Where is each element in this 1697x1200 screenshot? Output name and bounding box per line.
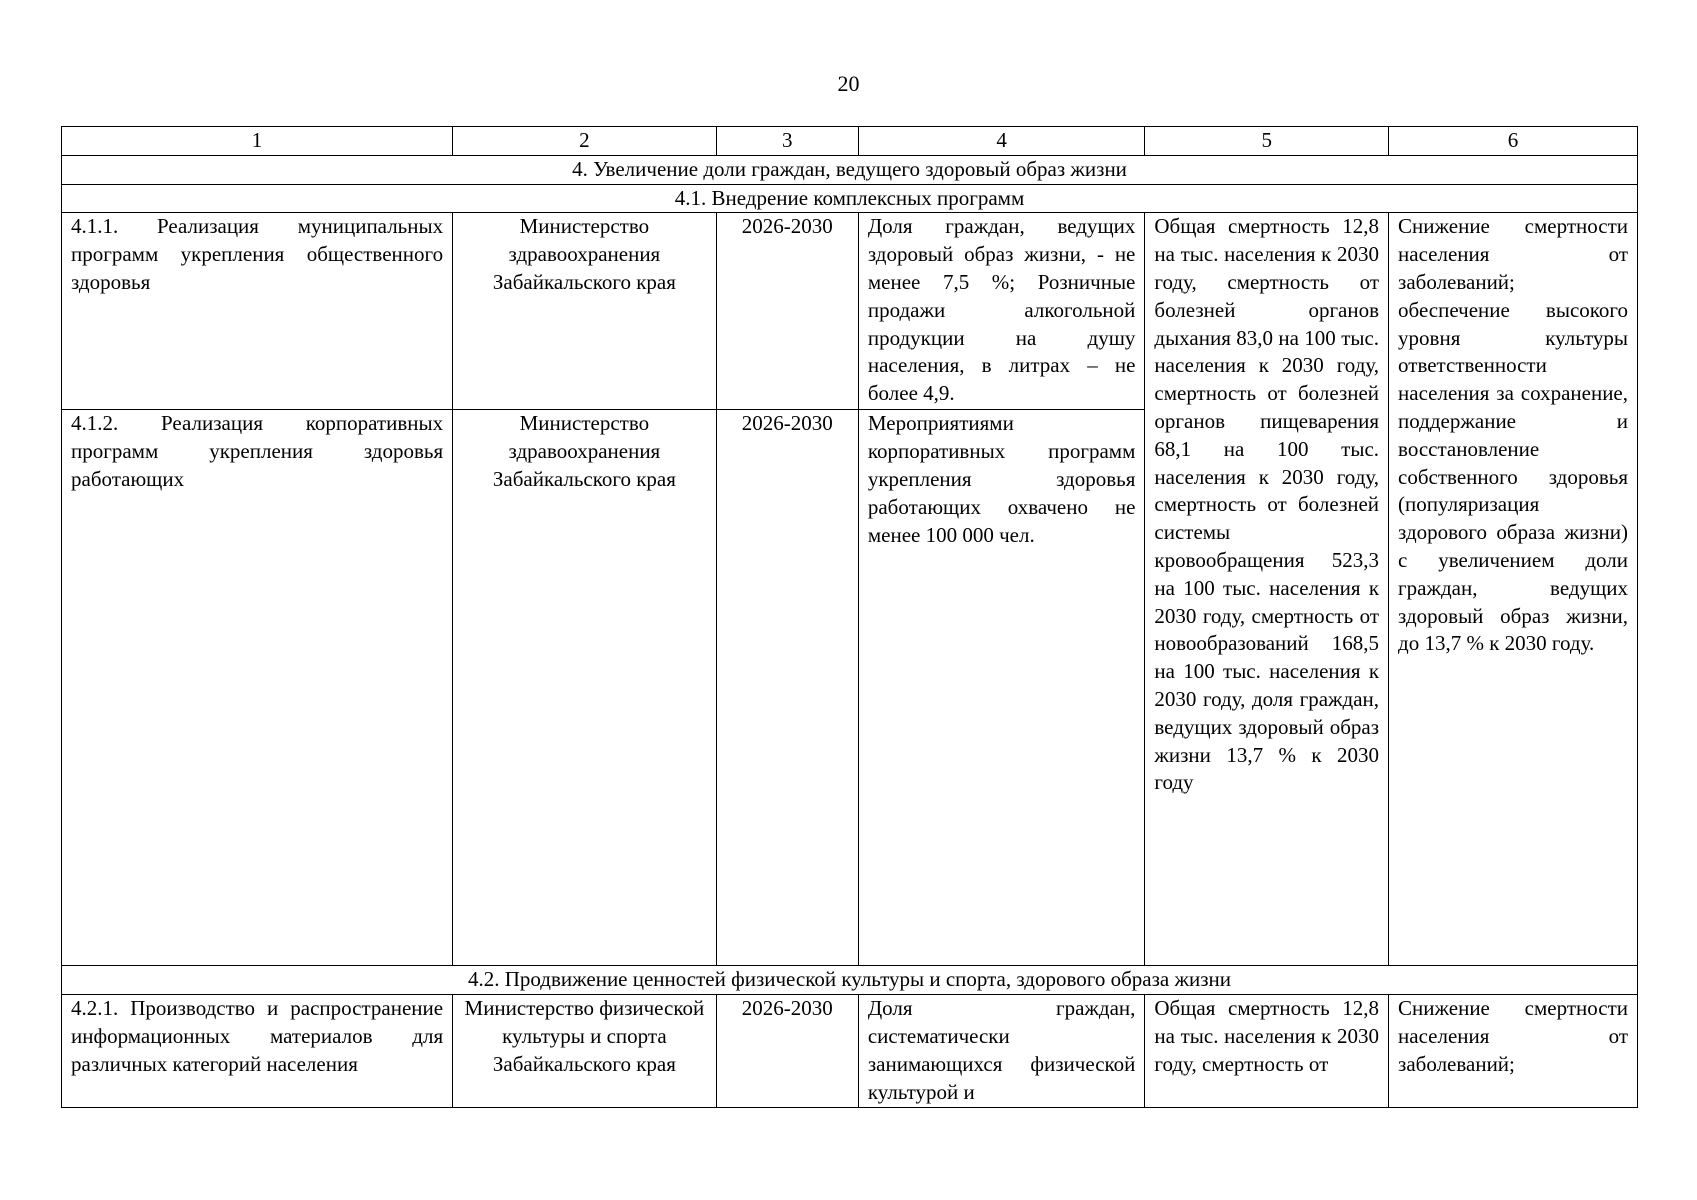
result-cell: Общая смертность 12,8 на тыс. населения к 2030 году, смертность от болезней органов дыхания 83,0 на 100 тыс. населения к 2030 году, смертность от болезней органов пищеварения 68,1 на 100 тыс. населения к 2030 году, смертность от болезней системы кровообращения 523,3 на 100 тыс. населения к 2030 году, смертность от новообразований 168,5 на 100 тыс. населения к 2030 году, доля граждан, ведущих здоровый образ жизни 13,7 % к 2030 году bbox=[1145, 213, 1389, 966]
column-number-3: 3 bbox=[716, 127, 858, 156]
section-row bbox=[62, 155, 1638, 184]
subsection-row bbox=[62, 184, 1638, 213]
column-number-5: 5 bbox=[1145, 127, 1389, 156]
subsection-title: 4.2. Продвижение ценностей физической культуры и спорта, здорового образа жизни bbox=[62, 966, 1638, 995]
subsection-title: 4.1. Внедрение комплексных программ bbox=[62, 184, 1638, 213]
column-number-4: 4 bbox=[858, 127, 1145, 156]
effect-cell: Снижение смертности населения от заболеваний; обеспечение высокого уровня культуры ответственности населения за сохранение, поддержание и восстановление собственного здоровья (популяризация здорового образа жизни) с увеличением доли граждан, ведущих здоровый образ жизни, до 13,7 % к 2030 году. bbox=[1389, 213, 1638, 966]
page-number: 20 bbox=[837, 71, 860, 96]
measure-cell: 4.1.1. Реализация муниципальных программ укрепления общественного здоровья bbox=[62, 213, 453, 410]
section-title: 4. Увеличение доли граждан, ведущего здоровый образ жизни bbox=[62, 155, 1638, 184]
table-row bbox=[62, 213, 1638, 410]
column-number-2: 2 bbox=[453, 127, 717, 156]
indicator-cell: Доля граждан, систематически занимающихся физической культурой и bbox=[858, 995, 1145, 1108]
indicator-cell: Доля граждан, ведущих здоровый образ жизни, - не менее 7,5 %; Розничные продажи алкогольной продукции на душу населения, в литрах – не более 4,9. bbox=[858, 213, 1145, 410]
column-number-1: 1 bbox=[62, 127, 453, 156]
table-header-row bbox=[62, 127, 1638, 156]
subsection-row bbox=[62, 966, 1638, 995]
indicator-cell: Мероприятиями корпоративных программ укрепления здоровья работающих охвачено не менее 100 000 чел. bbox=[858, 410, 1145, 966]
table-row bbox=[62, 995, 1638, 1108]
measures-table bbox=[61, 126, 1638, 1108]
executor-cell: Министерство физической культуры и спорта Забайкальского края bbox=[453, 995, 717, 1108]
measure-cell: 4.2.1. Производство и распространение информационных материалов для различных категорий населения bbox=[62, 995, 453, 1108]
period-cell: 2026-2030 bbox=[716, 410, 858, 966]
measure-cell: 4.1.2. Реализация корпоративных программ укрепления здоровья работающих bbox=[62, 410, 453, 966]
period-cell: 2026-2030 bbox=[716, 213, 858, 410]
executor-cell: Министерство здравоохранения Забайкальского края bbox=[453, 410, 717, 966]
effect-cell: Снижение смертности населения от заболеваний; bbox=[1389, 995, 1638, 1108]
period-cell: 2026-2030 bbox=[716, 995, 858, 1108]
result-cell: Общая смертность 12,8 на тыс. населения к 2030 году, смертность от bbox=[1145, 995, 1389, 1108]
executor-cell: Министерство здравоохранения Забайкальского края bbox=[453, 213, 717, 410]
column-number-6: 6 bbox=[1389, 127, 1638, 156]
